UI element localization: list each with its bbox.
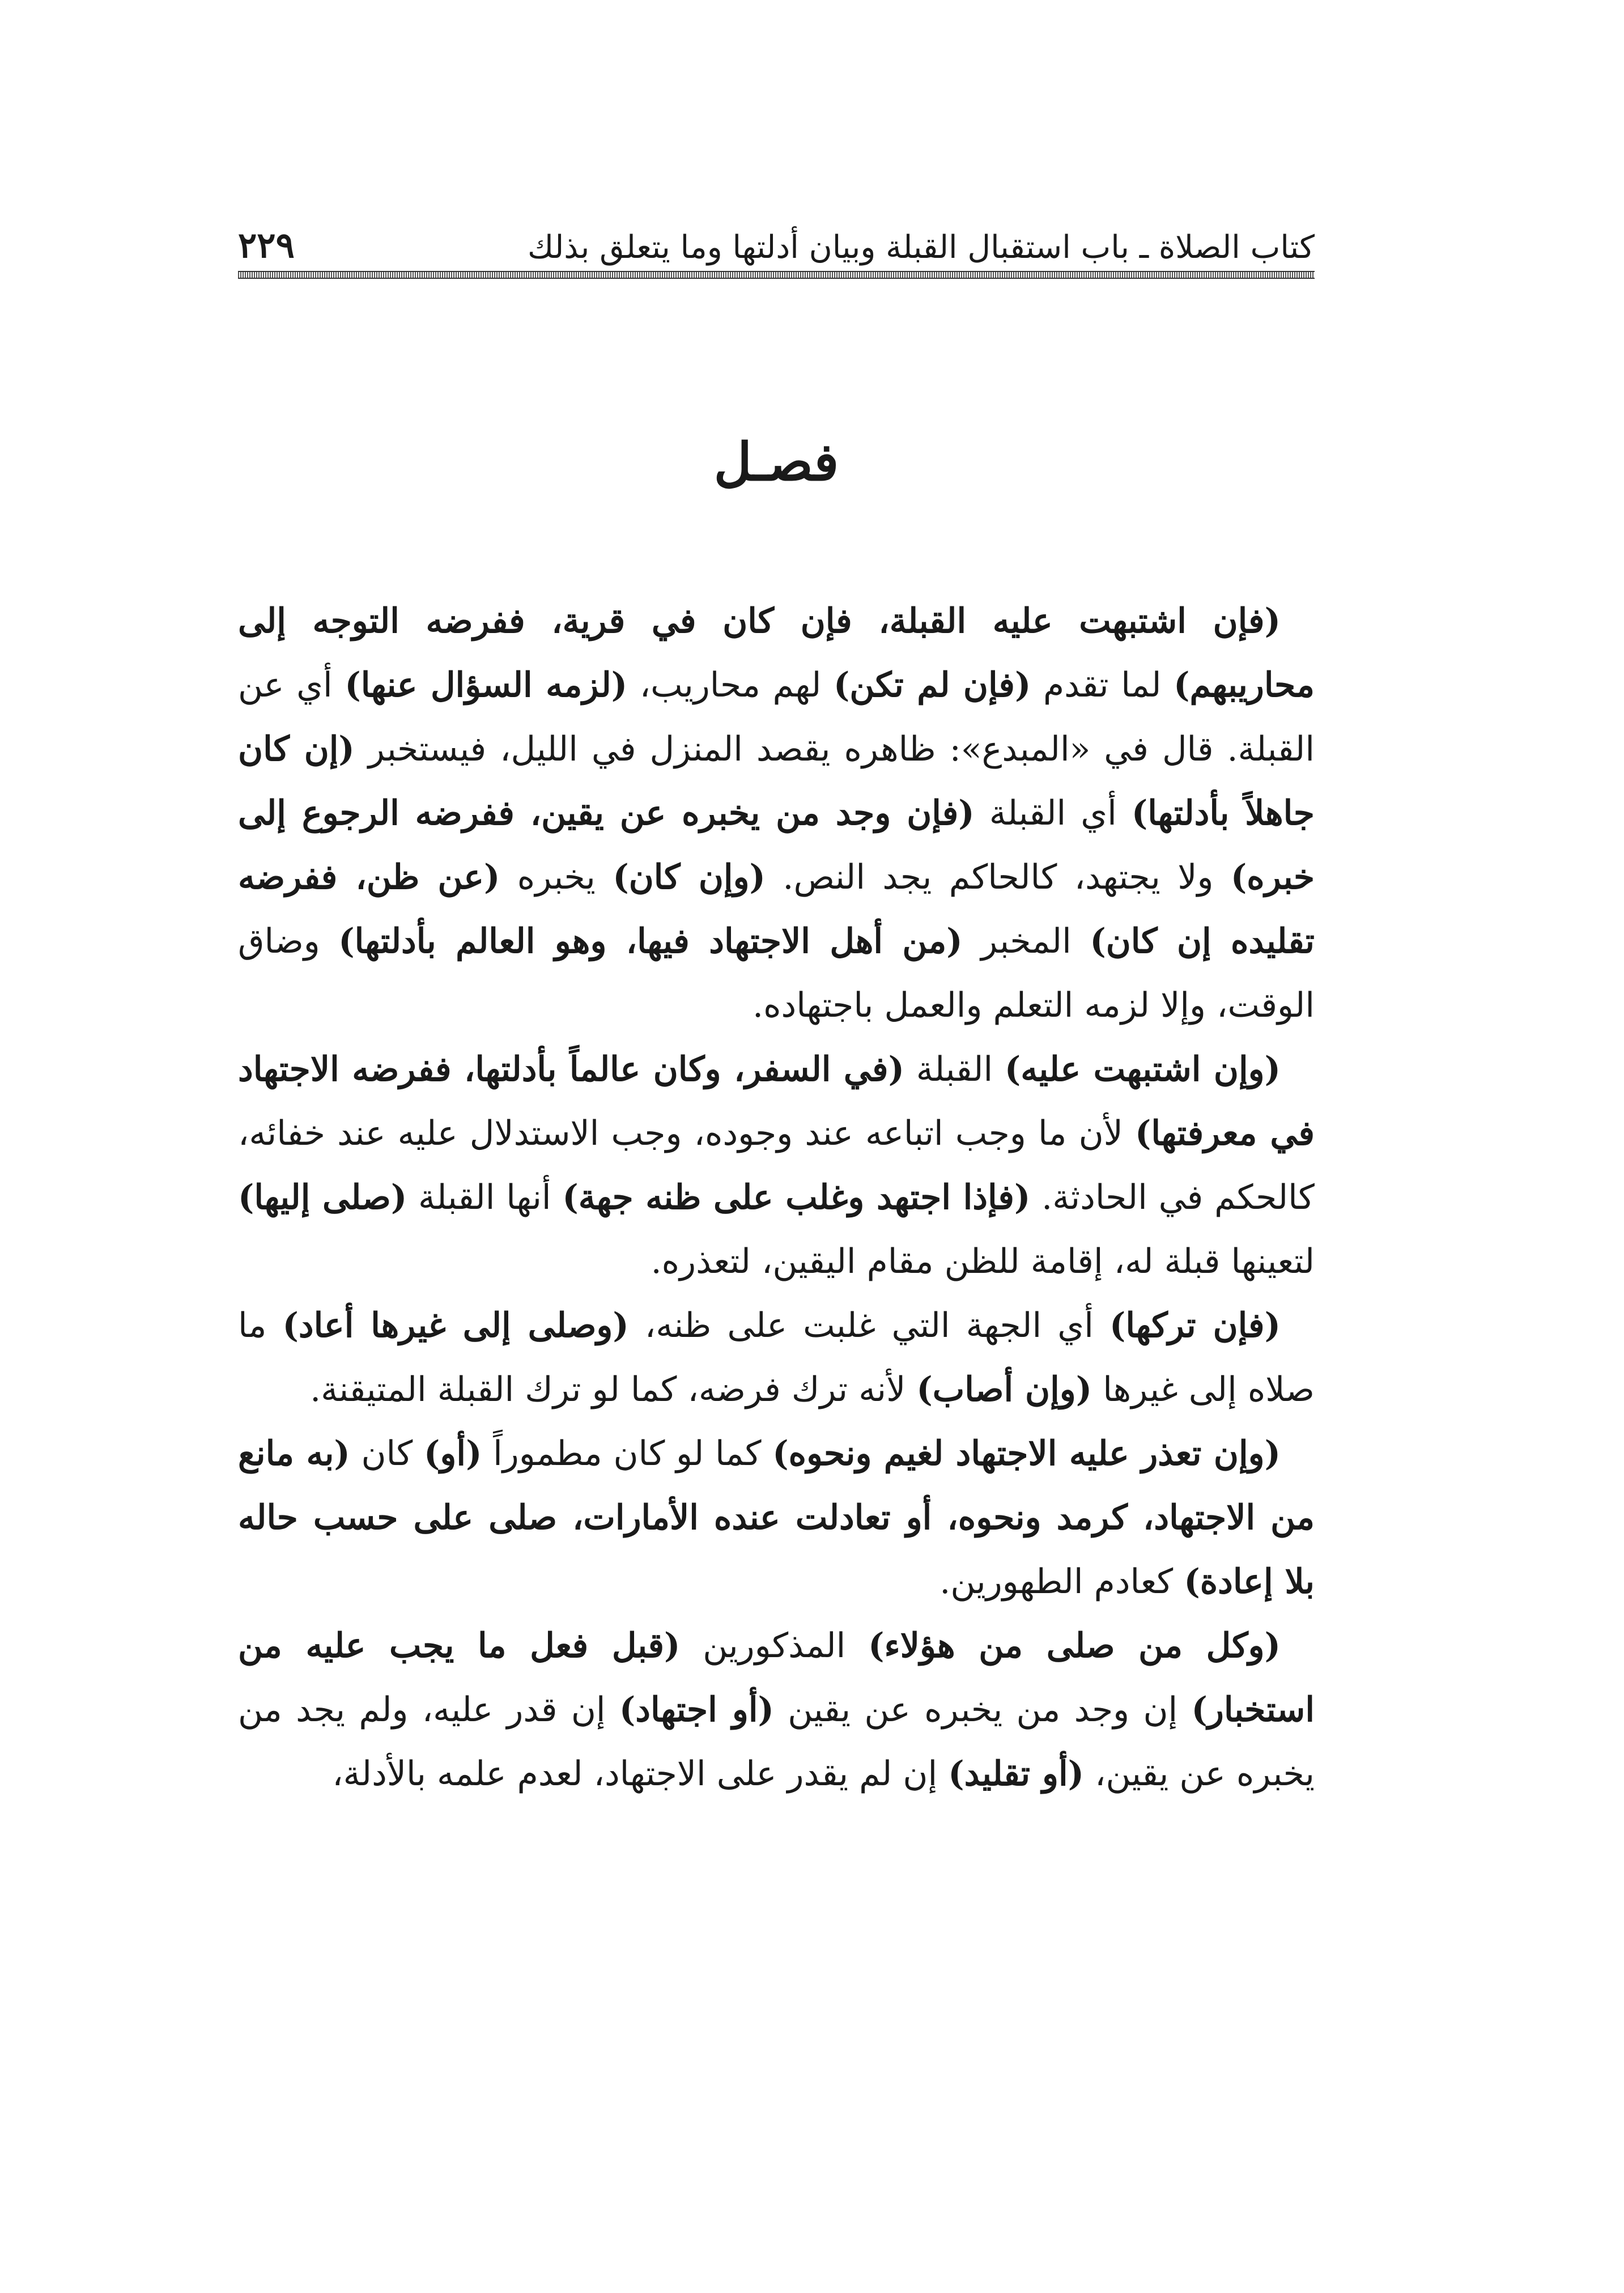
text-run: وضاق الوقت، وإلا لزمه التعلم والعمل باجتهاده.	[238, 922, 1315, 1025]
text-run: (صلى إليها)	[238, 1178, 407, 1217]
text-run: (فإن اشتبهت عليه القبلة، فإن كان في قرية، ففرضه التوجه إلى محاريبهم)	[238, 601, 1315, 705]
text-run: (فإن تركها)	[1109, 1306, 1281, 1345]
text-run: ما صلاه إلى غيرها	[238, 1306, 1315, 1409]
text-run: (إن كان جاهلاً بأدلتها)	[238, 729, 1315, 833]
text-run: (أو تقليد)	[948, 1754, 1085, 1794]
text-run: إن لم يقدر على الاجتهاد، لعدم علمه بالأدلة،	[332, 1754, 949, 1794]
text-run: (وصلى إلى غيرها أعاد)	[282, 1306, 629, 1345]
section-heading: فصـل	[713, 431, 839, 492]
text-run: (قبل فعل ما يجب عليه من استخبار)	[238, 1626, 1315, 1730]
text-run: (فإذا اجتهد وغلب على ظنه جهة)	[562, 1178, 1031, 1217]
text-run: كعادم الطهورين.	[939, 1562, 1184, 1602]
text-run: (وإن اشتبهت عليه)	[1004, 1050, 1281, 1089]
text-run: كان	[350, 1434, 424, 1474]
paragraph	[238, 589, 1315, 1038]
text-run: لما تقدم	[1031, 665, 1174, 705]
text-run: يخبره	[500, 857, 613, 897]
text-run: (وإن أصاب)	[916, 1370, 1092, 1409]
text-run: إن قدر عليه، ولم يجد من يخبره عن يقين،	[238, 1690, 1315, 1794]
text-run: أي عن القبلة. قال في «المبدع»: ظاهره يقصد المنزل في الليل، فيستخبر	[238, 665, 1315, 769]
text-run: (من أهل الاجتهاد فيها، وهو العالم بأدلتها)	[338, 922, 963, 961]
text-run: (فإن لم تكن)	[833, 665, 1031, 705]
header-title: كتاب الصلاة ـ باب استقبال القبلة وبيان أدلتها وما يتعلق بذلك	[528, 228, 1315, 266]
text-run: (عن ظن، ففرضه تقليده إن كان)	[238, 857, 1315, 961]
text-run: (في السفر، وكان عالماً بأدلتها، ففرضه الاجتهاد في معرفتها)	[238, 1050, 1315, 1153]
text-run: المذكورين	[680, 1626, 869, 1666]
text-run: (وإن كان)	[613, 857, 766, 897]
text-run: (وكل من صلى من هؤلاء)	[868, 1626, 1281, 1666]
text-run: كما لو كان مطموراً	[482, 1434, 773, 1474]
header-rule	[238, 271, 1315, 279]
text-run: (به مانع من الاجتهاد، كرمد ونحوه، أو تعادلت عنده الأمارات، صلى على حسب حاله بلا إعادة)	[238, 1434, 1315, 1602]
text-run: لهم محاريب،	[627, 665, 834, 705]
text-run: أي القبلة	[974, 793, 1132, 833]
body-text	[238, 589, 1315, 2222]
paragraph	[238, 1614, 1315, 1806]
text-run: (أو)	[424, 1434, 482, 1474]
text-run: المخبر	[962, 922, 1090, 961]
paragraph	[238, 1038, 1315, 1294]
text-run: أنها القبلة	[407, 1178, 563, 1217]
text-run: (لزمه السؤال عنها)	[345, 665, 628, 705]
text-run: لأن ما وجب اتباعه عند وجوده، وجب الاستدلال عليه عند خفائه، كالحكم في الحادثة.	[238, 1114, 1315, 1217]
paragraph	[238, 1422, 1315, 1614]
text-run: أي الجهة التي غلبت على ظنه،	[628, 1306, 1109, 1345]
text-run: (أو اجتهاد)	[619, 1690, 774, 1730]
text-run: لتعينها قبلة له، إقامة للظن مقام اليقين، لتعذره.	[651, 1242, 1315, 1281]
text-run: القبلة	[904, 1050, 1005, 1089]
running-header	[238, 204, 1315, 266]
text-run: (فإن وجد من يخبره عن يقين، ففرضه الرجوع إلى خبره)	[238, 793, 1315, 897]
text-run: إن وجد من يخبره عن يقين	[773, 1690, 1192, 1730]
text-run: ولا يجتهد، كالحاكم يجد النص.	[765, 857, 1231, 897]
paragraph	[238, 1294, 1315, 1422]
page-number: ٢٢٩	[238, 224, 295, 266]
text-run: (وإن تعذر عليه الاجتهاد لغيم ونحوه)	[772, 1434, 1281, 1474]
text-run: لأنه ترك فرضه، كما لو ترك القبلة المتيقنة.	[310, 1370, 917, 1409]
